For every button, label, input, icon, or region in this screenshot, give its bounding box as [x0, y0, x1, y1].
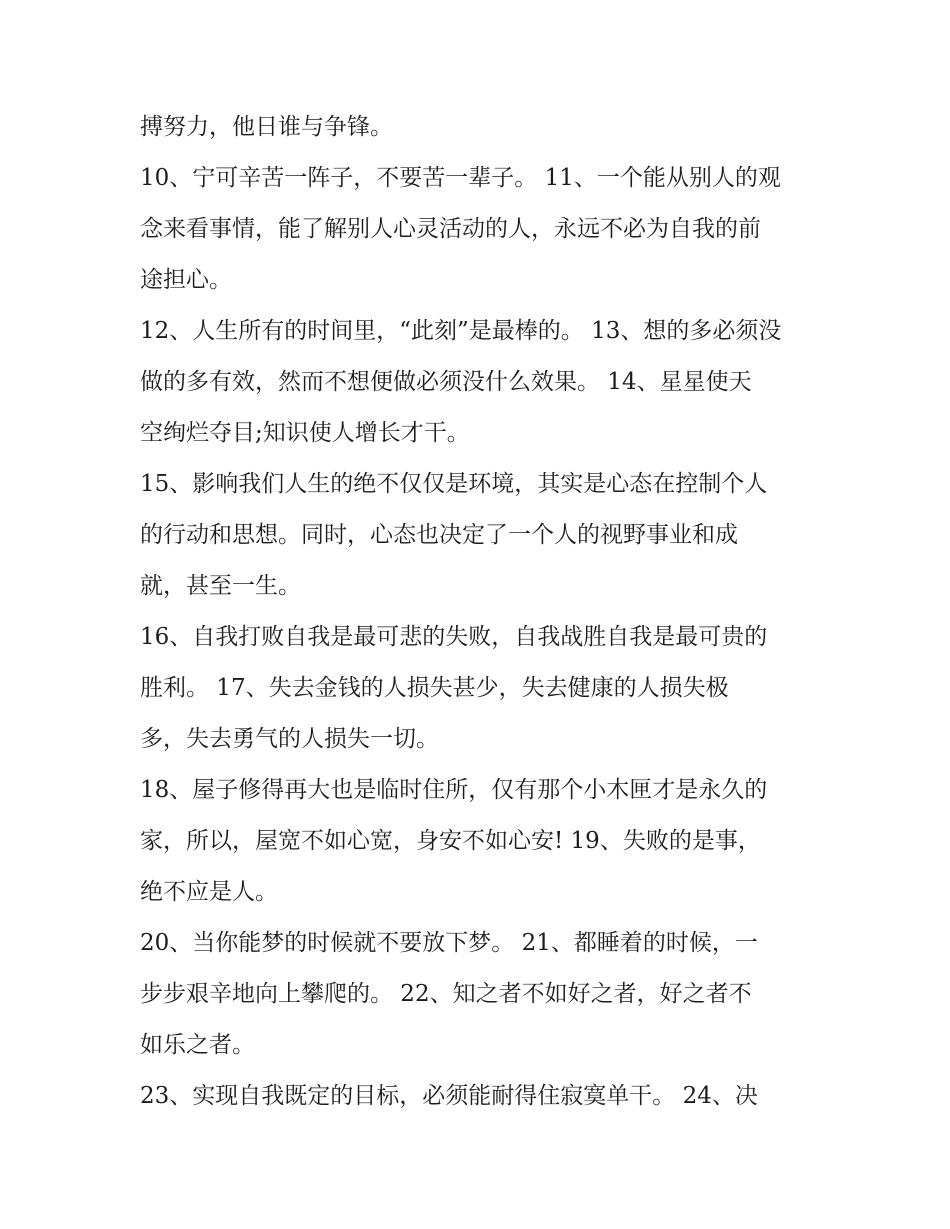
text-line: 10、宁可辛苦一阵子，不要苦一辈子。 11、一个能从别人的观 [140, 165, 781, 191]
text-line: 家，所以，屋宽不如心宽，身安不如心安! 19、失败的是事， [140, 828, 761, 854]
text-line: 绝不应是人。 [140, 879, 278, 905]
text-line: 念来看事情，能了解别人心灵活动的人，永远不必为自我的前 [140, 216, 761, 242]
text-line: 的行动和思想。同时，心态也决定了一个人的视野事业和成 [140, 522, 738, 548]
text-line: 多，失去勇气的人损失一切。 [140, 726, 439, 752]
text-line: 搏努力，他日谁与争锋。 [140, 114, 393, 140]
text-line: 12、人生所有的时间里，“此刻”是最棒的。 13、想的多必须没 [140, 318, 782, 344]
text-line: 空绚烂夺目;知识使人增长才干。 [140, 420, 470, 446]
text-line: 15、影响我们人生的绝不仅仅是环境，其实是心态在控制个人 [140, 471, 768, 497]
text-line: 如乐之者。 [140, 1032, 255, 1058]
text-line: 做的多有效，然而不想便做必须没什么效果。 14、星星使天 [140, 369, 752, 395]
quote-text-block [140, 102, 820, 1122]
text-line: 23、实现自我既定的目标，必须能耐得住寂寞单干。 24、决 [140, 1083, 758, 1109]
text-line: 就，甚至一生。 [140, 573, 301, 599]
text-line: 18、屋子修得再大也是临时住所，仅有那个小木匣才是永久的 [140, 777, 768, 803]
text-line: 胜利。 17、失去金钱的人损失甚少，失去健康的人损失极 [140, 675, 729, 701]
text-line: 途担心。 [140, 267, 232, 293]
text-line: 20、当你能梦的时候就不要放下梦。 21、都睡着的时候，一 [140, 930, 758, 956]
text-line: 步步艰辛地向上攀爬的。 22、知之者不如好之者，好之者不 [140, 981, 752, 1007]
text-line: 16、自我打败自我是最可悲的失败，自我战胜自我是最可贵的 [140, 624, 768, 650]
